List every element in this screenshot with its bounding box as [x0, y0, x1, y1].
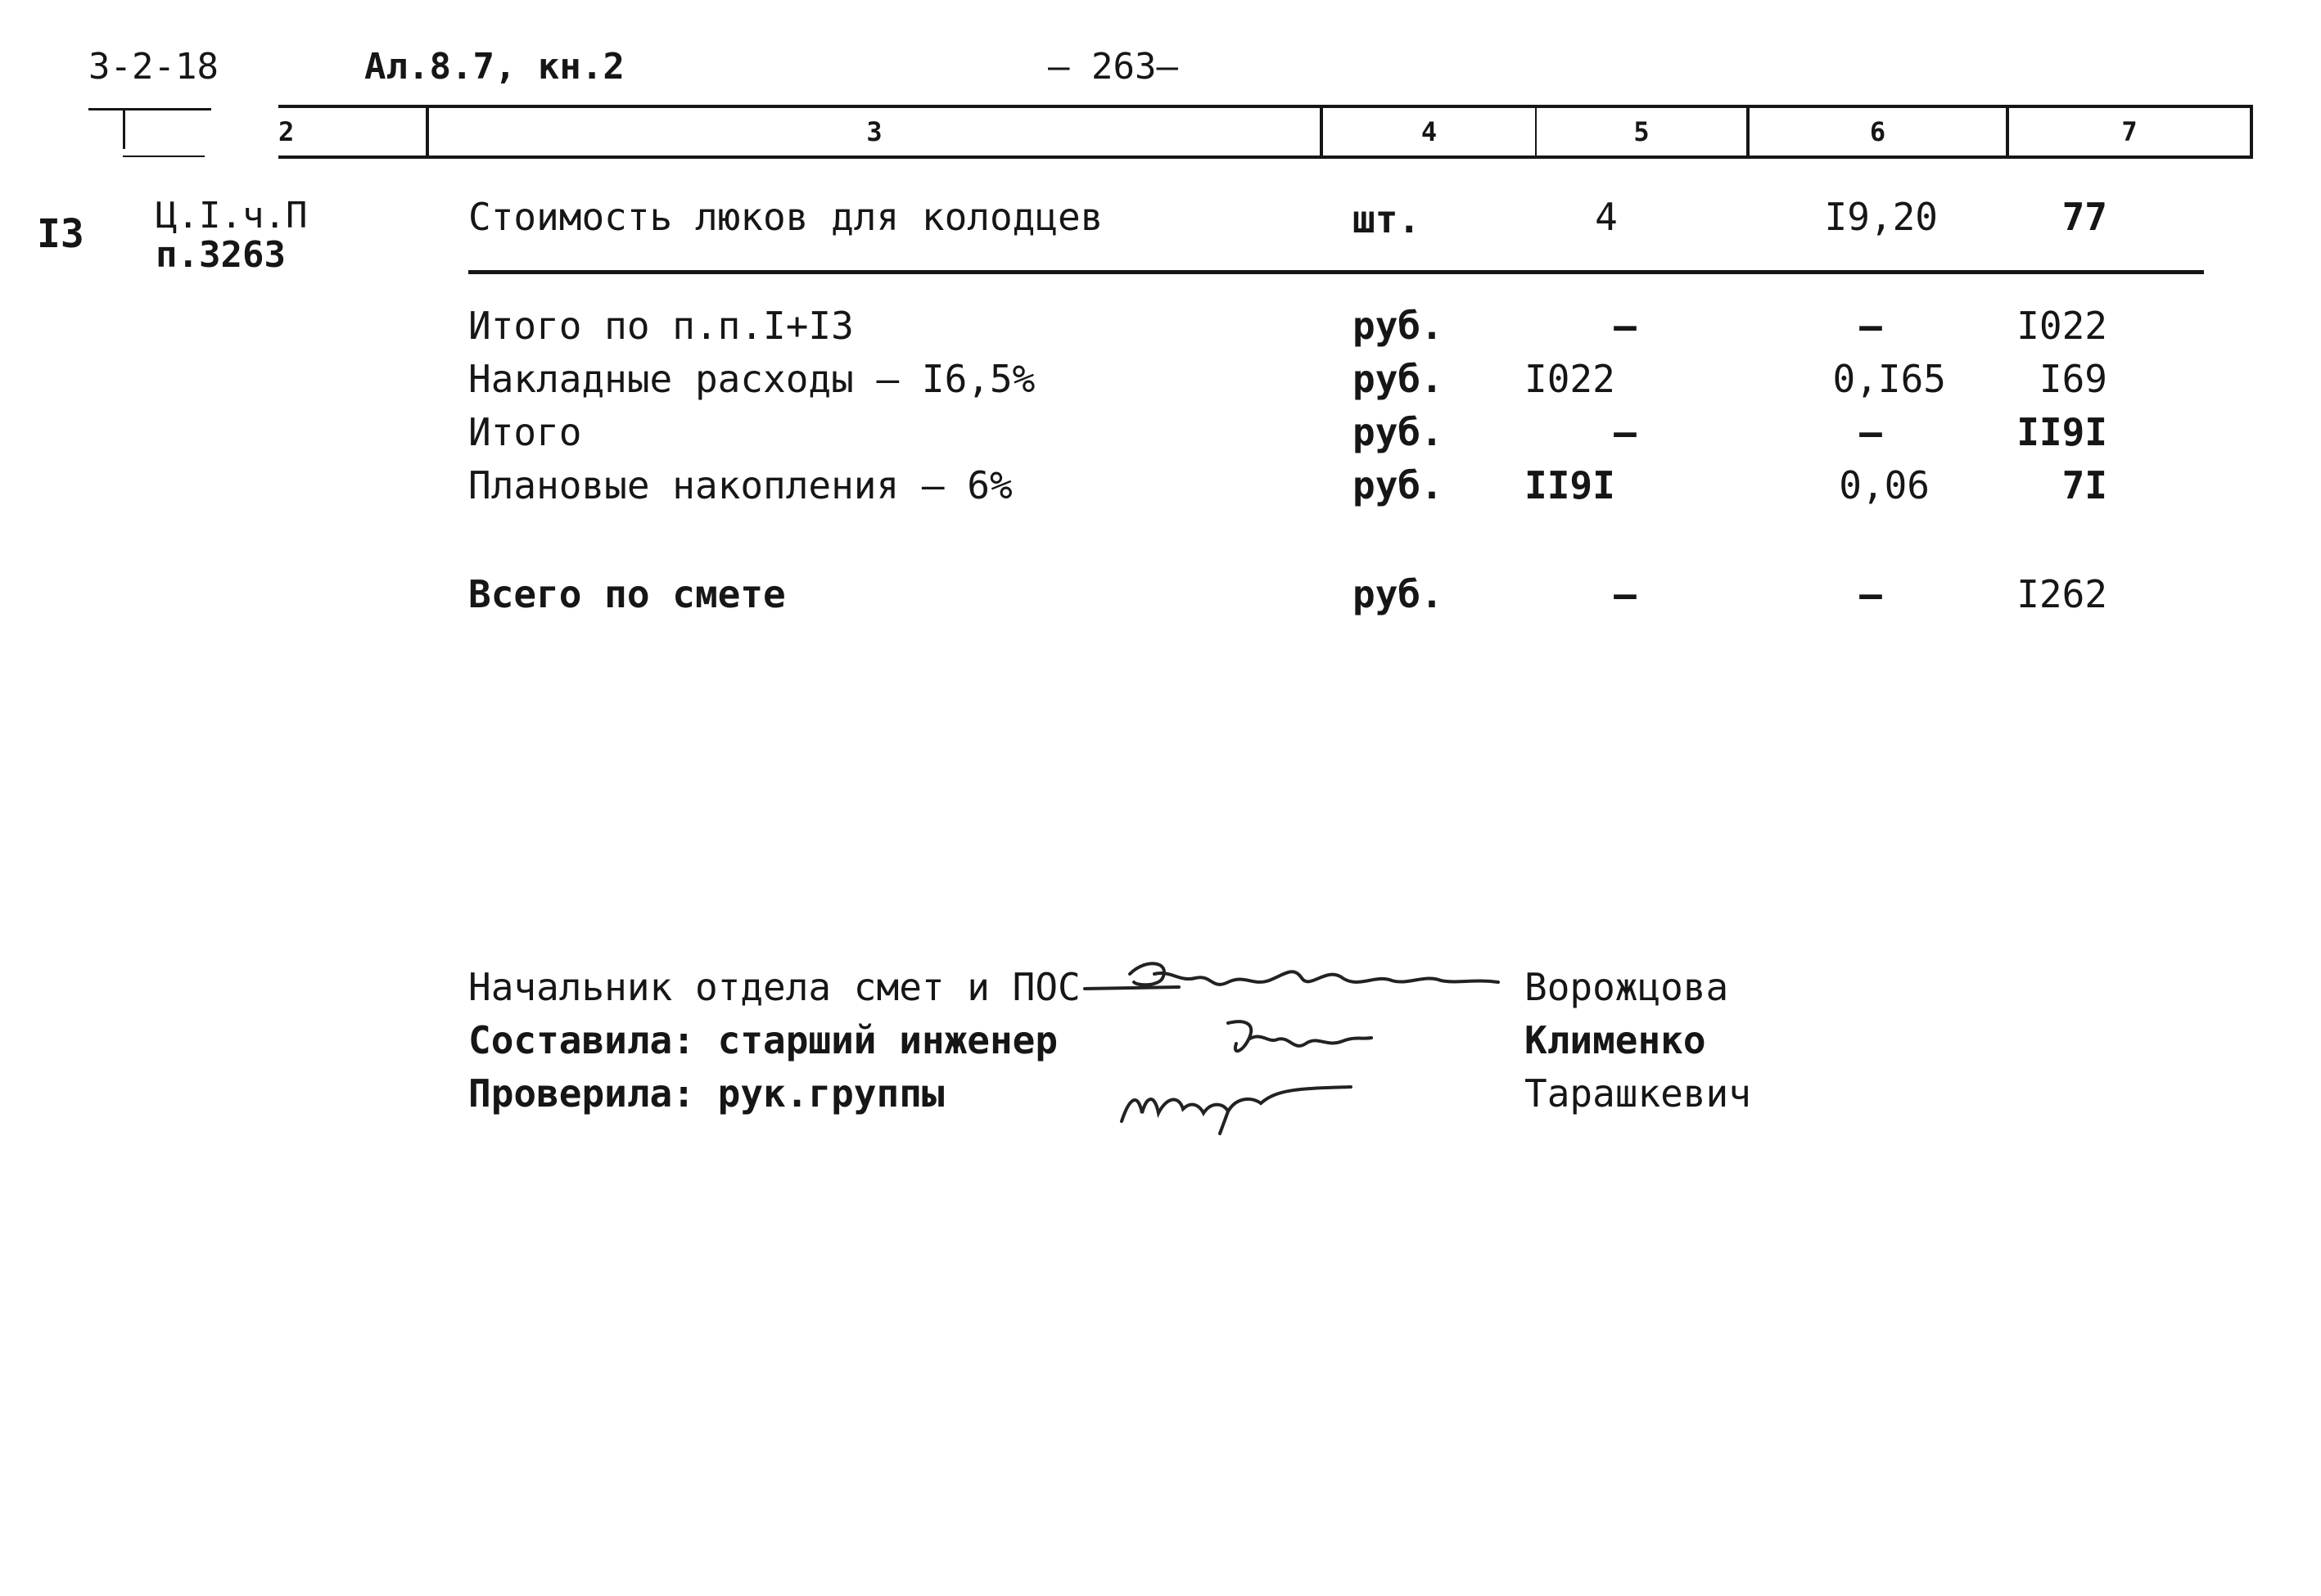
- item-reference-line2: п.3263: [156, 234, 286, 276]
- handwritten-signature-icon: [1113, 1064, 1359, 1138]
- summary-label: Итого по п.п.I+I3: [468, 304, 854, 348]
- summary-col7: I022: [2016, 304, 2107, 348]
- signature-name: Ворожцова: [1524, 965, 1729, 1009]
- summary-col7: II9I: [2016, 410, 2107, 454]
- signature-role: Проверила: рук.группы: [468, 1071, 945, 1116]
- grand-total-unit: руб.: [1352, 572, 1443, 616]
- item-reference-line1: Ц.I.ч.П: [156, 195, 308, 237]
- summary-label: Накладные расходы – I6,5%: [468, 357, 1036, 401]
- summary-col7: 7I: [2061, 463, 2107, 507]
- column-number-3: 3: [866, 116, 883, 147]
- summary-col5: –: [1614, 410, 1637, 454]
- grand-total-col6: –: [1859, 572, 1882, 616]
- summary-col7: I69: [2039, 357, 2107, 401]
- signature-role: Составила: старший инженер: [468, 1018, 1059, 1062]
- grand-total-col5: –: [1614, 572, 1637, 616]
- margin-mark: [123, 156, 205, 157]
- album-reference: Ал.8.7, кн.2: [364, 46, 625, 88]
- summary-col5: I022: [1524, 357, 1615, 401]
- column-number-6: 6: [1869, 116, 1886, 147]
- grand-total-col7: I262: [2016, 572, 2107, 616]
- item-price: I9,20: [1824, 195, 1938, 239]
- summary-col5: II9I: [1524, 463, 1615, 507]
- summary-label: Плановые накопления – 6%: [468, 463, 1013, 507]
- summary-unit: руб.: [1352, 304, 1443, 348]
- column-number-4: 4: [1420, 116, 1438, 147]
- summary-unit: руб.: [1352, 357, 1443, 401]
- summary-col6: –: [1859, 410, 1882, 454]
- item-number: I3: [37, 211, 84, 257]
- grand-total-label: Всего по смете: [468, 572, 786, 616]
- summary-col6: 0,06: [1839, 463, 1930, 507]
- column-number-7: 7: [2121, 116, 2138, 147]
- item-name: Стоимость люков для колодцев: [468, 195, 1104, 239]
- margin-mark: [88, 108, 211, 110]
- document-code: 3-2-18: [88, 46, 219, 88]
- summary-unit: руб.: [1352, 410, 1443, 454]
- handwritten-signature-icon: [1081, 949, 1506, 1015]
- signature-name: Тарашкевич: [1524, 1071, 1751, 1116]
- signature-name: Клименко: [1524, 1018, 1706, 1062]
- summary-col5: –: [1614, 304, 1637, 348]
- page-number: — 263—: [1048, 46, 1178, 88]
- item-quantity: 4: [1595, 195, 1618, 239]
- item-total: 77: [2061, 195, 2107, 239]
- subtotal-divider: [468, 270, 2204, 274]
- summary-label: Итого: [468, 410, 582, 454]
- column-number-2: 2: [278, 116, 295, 147]
- item-unit: шт.: [1352, 197, 1421, 241]
- margin-mark: [123, 108, 125, 149]
- signature-role: Начальник отдела смет и ПОС: [468, 965, 1081, 1009]
- column-number-5: 5: [1633, 116, 1650, 147]
- column-divider: [2250, 105, 2253, 159]
- summary-col6: –: [1859, 304, 1882, 348]
- summary-col6: 0,I65: [1832, 357, 1946, 401]
- handwritten-signature-icon: [1212, 1007, 1375, 1072]
- summary-unit: руб.: [1352, 463, 1443, 507]
